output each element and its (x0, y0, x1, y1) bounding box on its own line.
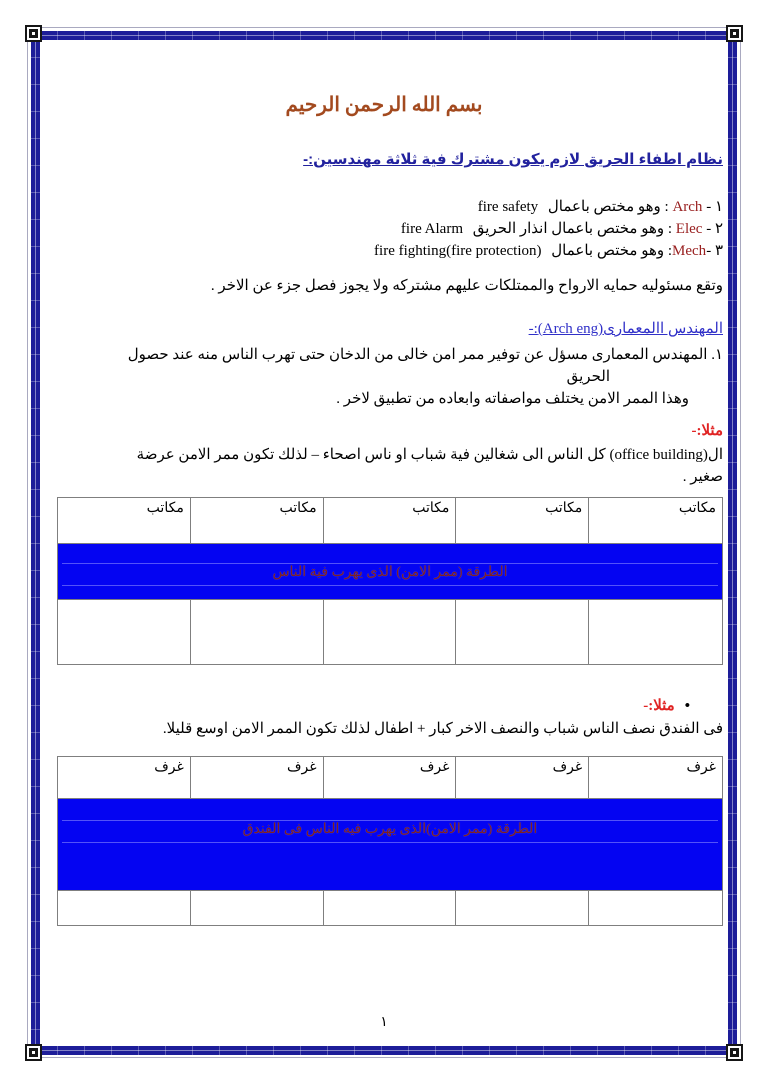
office-cell: مكاتب (58, 498, 191, 543)
border-corner-ornament (25, 1044, 42, 1061)
engineer-item-arch (374, 196, 723, 218)
hotel-table (57, 756, 723, 926)
corridor-label: الطرقة (ممر الامن)الذى يهرب فيه الناس فى الفندق (242, 822, 538, 837)
arch-duty-text: المهندس المعمارى مسؤل عن توفير ممر امن خالى من الدخان حتى تهرب الناس منه عند حصول (127, 347, 708, 363)
bullet-icon: • (684, 698, 690, 714)
office-cell: مكاتب (456, 498, 589, 543)
prefix: ال (707, 447, 723, 463)
border-corner-ornament (726, 25, 743, 42)
room-cell: غرف (456, 757, 589, 798)
example1-line1 (137, 445, 723, 464)
empty-cell (456, 600, 589, 664)
engineer-specialty-en: (fire protection)fire fighting (374, 243, 542, 259)
border-corner-ornament (25, 25, 42, 42)
arch-section-heading (529, 319, 723, 338)
room-cell: غرف (686, 760, 716, 775)
empty-row (58, 600, 722, 664)
arch-duty-line1 (128, 345, 723, 364)
engineer-desc: وهو مختص باعمال انذار الحريق (472, 221, 665, 237)
engineer-name: Elec (675, 221, 703, 237)
empty-row (58, 891, 722, 925)
empty-cell (456, 891, 589, 925)
empty-cell (191, 891, 324, 925)
office-cell: مكاتب (324, 498, 457, 543)
border-midline-top (31, 35, 737, 36)
example2-label: مثلا:- (643, 698, 675, 714)
empty-cell (324, 891, 457, 925)
office-building-en: (office building) (609, 447, 708, 463)
border-midline-bottom (31, 1050, 737, 1051)
empty-cell (324, 600, 457, 664)
page-number: ١ (380, 1015, 388, 1030)
corridor-divider (62, 842, 718, 843)
offices-table (57, 497, 723, 665)
item-number: ١ - (706, 199, 723, 215)
border-midline-left (35, 31, 36, 1055)
engineer-desc: وهو مختص باعمال (547, 199, 661, 215)
corridor-divider (62, 585, 718, 586)
engineer-list (374, 196, 723, 262)
arch-duty-line2: الحريق (566, 369, 610, 385)
separator: : (660, 199, 673, 215)
item-number: ١. (711, 347, 723, 363)
corridor-row (58, 798, 722, 891)
bismillah-title: بسم الله الرحمن الرحيم (285, 94, 483, 116)
engineer-desc: وهو مختص باعمال (551, 243, 665, 259)
example1-rest: كل الناس الى شغالين فية شباب او ناس اصحاء – لذلك تكون ممر الامن عرضة (136, 447, 610, 463)
corridor-label: الطرقة (ممر الامن) الذى يهرب فية الناس (272, 565, 508, 580)
room-cell: غرف (324, 757, 457, 798)
empty-cell (191, 600, 324, 664)
room-cell: غرف (58, 757, 191, 798)
engineer-item-elec (374, 218, 723, 240)
arch-duty-line3: وهذا الممر الامن يختلف مواصفاته وابعاده من تطبيق لاخر . (336, 391, 689, 407)
engineer-specialty-en: fire safety (477, 199, 539, 215)
item-number: ٢ - (706, 221, 723, 237)
table-header-row (58, 498, 722, 543)
arch-heading-arabic: المهندس االمعمارى (603, 321, 723, 337)
engineer-specialty-en: fire Alarm (400, 221, 463, 237)
main-heading: نظام اطفاء الحريق لازم يكون مشترك فية ثلاثة مهندسين:- (303, 151, 723, 168)
table-header-row (58, 757, 722, 798)
empty-cell (58, 600, 191, 664)
engineer-name: Mech (672, 243, 707, 259)
example1-line2: صغير . (682, 469, 723, 485)
responsibility-paragraph: وتقع مسئوليه حمايه الارواح والممتلكات عليهم مشتركه ولا يجوز فصل جزء عن الاخر . (210, 278, 723, 294)
corridor-row (58, 543, 722, 600)
empty-cell (589, 891, 722, 925)
separator: : (664, 221, 676, 237)
arch-heading-tail: :- (528, 321, 538, 337)
office-cell: مكاتب (678, 501, 716, 516)
border-corner-ornament (726, 1044, 743, 1061)
arch-heading-english: (Arch eng) (537, 321, 604, 337)
example2-line1: فى الفندق نصف الناس شباب والنصف الاخر كبار + اطفال لذلك تكون الممر الامن اوسع قليلا. (162, 721, 723, 737)
empty-cell (58, 891, 191, 925)
room-cell: غرف (191, 757, 324, 798)
office-cell: مكاتب (191, 498, 324, 543)
engineer-item-mech (374, 240, 723, 262)
item-number: ٣ - (706, 243, 723, 259)
border-midline-right (732, 31, 733, 1055)
separator: : (664, 243, 673, 259)
example1-label: مثلا:- (691, 423, 723, 439)
empty-cell (589, 600, 722, 664)
engineer-name: Arch (672, 199, 703, 215)
example2-label-line (643, 696, 690, 715)
